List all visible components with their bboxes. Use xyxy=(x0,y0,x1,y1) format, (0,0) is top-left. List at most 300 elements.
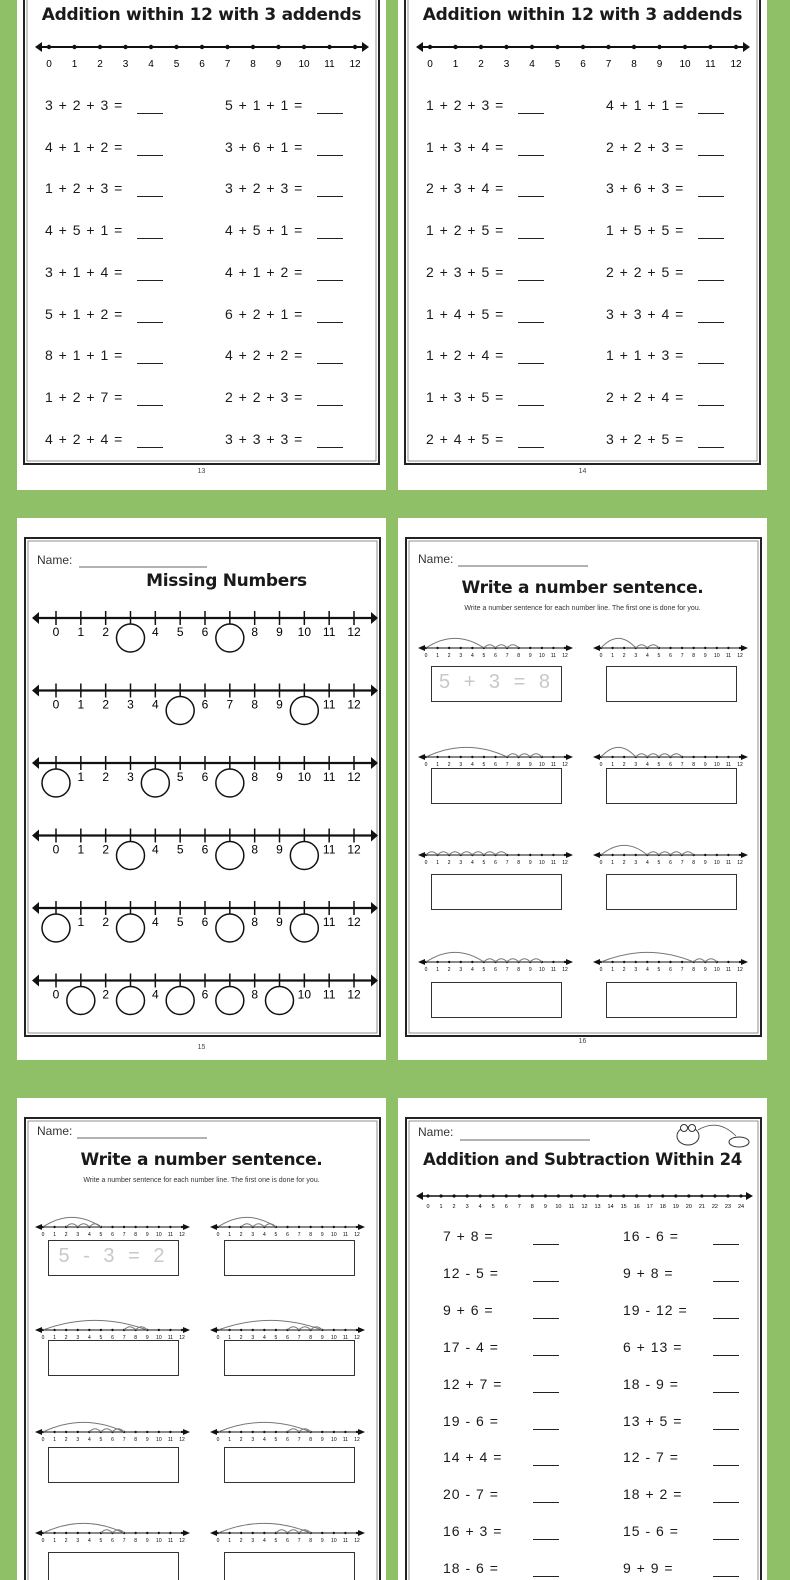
tick-dot xyxy=(713,1194,716,1197)
tick-label: 2 xyxy=(622,653,626,659)
tick-label: 1 xyxy=(228,1538,231,1544)
missing-number-circle[interactable] xyxy=(67,987,95,1015)
jump-arc xyxy=(43,1523,124,1533)
tick-label: 5 xyxy=(554,59,561,70)
tick-label: 10 xyxy=(331,1335,337,1341)
tick-label: 7 xyxy=(680,653,684,659)
equation-text: 15 - 6 = xyxy=(623,1523,679,1540)
tick-dot xyxy=(436,647,438,649)
tick-label: 9 xyxy=(275,59,282,70)
tick-label: 15 xyxy=(620,1204,627,1210)
tick-dot xyxy=(98,45,102,49)
tick-dot xyxy=(158,1329,160,1331)
tick-dot xyxy=(541,854,543,856)
answer-blank[interactable] xyxy=(713,1502,739,1503)
tick-dot xyxy=(704,854,706,856)
tick-dot xyxy=(727,647,729,649)
answer-blank[interactable] xyxy=(713,1355,739,1356)
answer-blank[interactable] xyxy=(518,405,544,406)
arrow-right-icon xyxy=(362,42,369,52)
tick-dot xyxy=(47,45,51,49)
answer-blank[interactable] xyxy=(533,1502,559,1503)
tick-dot xyxy=(739,756,741,758)
answer-box[interactable] xyxy=(606,768,737,804)
answer-blank[interactable] xyxy=(533,1318,559,1319)
tick-label: 12 xyxy=(730,59,742,70)
tick-dot xyxy=(298,1226,300,1228)
tick-dot xyxy=(169,1431,171,1433)
tick-label: 12 xyxy=(347,842,361,857)
answer-blank[interactable] xyxy=(317,155,343,156)
tick-dot xyxy=(583,1194,586,1197)
tick-label: 2 xyxy=(239,1437,243,1443)
answer-blank[interactable] xyxy=(317,363,343,364)
tick-label: 12 xyxy=(737,653,743,659)
tick-dot xyxy=(552,647,554,649)
arrow-left-icon xyxy=(35,42,42,52)
arrow-left-icon xyxy=(35,1327,42,1333)
tick-dot xyxy=(88,1532,90,1534)
tick-label: 1 xyxy=(77,697,85,712)
arrow-left-icon xyxy=(210,1327,217,1333)
tick-label: 9 xyxy=(528,762,532,768)
tick-label: 9 xyxy=(703,967,707,973)
equation-text: 6 + 2 + 1 = xyxy=(225,305,304,322)
tick-dot xyxy=(453,45,457,49)
tick-label: 11 xyxy=(322,697,336,712)
tick-dot xyxy=(344,1532,346,1534)
tick-label: 9 xyxy=(276,697,283,712)
tick-label: 1 xyxy=(436,653,439,659)
tick-dot xyxy=(344,1431,346,1433)
tick-label: 1 xyxy=(53,1538,56,1544)
tick-label: 8 xyxy=(309,1335,313,1341)
tick-label: 0 xyxy=(424,967,428,973)
name-label: Name: xyxy=(418,552,454,566)
answer-blank[interactable] xyxy=(518,113,544,114)
tick-dot xyxy=(504,45,508,49)
answer-blank[interactable] xyxy=(518,280,544,281)
tick-label: 5 xyxy=(482,762,486,768)
answer-box[interactable] xyxy=(224,1240,355,1276)
tick-dot xyxy=(111,1226,113,1228)
equation-text: 3 + 1 + 4 = xyxy=(45,263,124,280)
answer-blank[interactable] xyxy=(533,1576,559,1577)
answer-box[interactable] xyxy=(431,874,562,910)
answer-blank[interactable] xyxy=(713,1244,739,1245)
tick-label: 9 xyxy=(543,1204,547,1210)
answer-blank[interactable] xyxy=(713,1429,739,1430)
tick-label: 9 xyxy=(528,967,532,973)
answer-blank[interactable] xyxy=(698,238,724,239)
tick-dot xyxy=(65,1532,67,1534)
tick-label: 2 xyxy=(64,1335,68,1341)
tick-label: 9 xyxy=(145,1538,149,1544)
answer-blank[interactable] xyxy=(518,363,544,364)
tick-label: 10 xyxy=(714,762,720,768)
tick-label: 1 xyxy=(77,625,85,639)
tick-dot xyxy=(344,1226,346,1228)
jump-arc xyxy=(218,1320,322,1330)
equation-text: 16 + 3 = xyxy=(443,1523,503,1540)
missing-number-circle[interactable] xyxy=(166,697,194,725)
tick-label: 3 xyxy=(465,1204,469,1210)
tick-label: 21 xyxy=(698,1204,705,1210)
answer-blank[interactable] xyxy=(317,322,343,323)
tick-dot xyxy=(426,1194,429,1197)
tick-dot xyxy=(564,961,566,963)
equation-text: 5 + 1 + 1 = xyxy=(225,97,304,113)
tick-dot xyxy=(240,1431,242,1433)
equation-text: 3 + 3 + 4 = xyxy=(606,305,685,322)
answer-blank[interactable] xyxy=(137,113,163,114)
tick-label: 5 xyxy=(274,1335,278,1341)
tick-dot xyxy=(181,1431,183,1433)
tick-label: 1 xyxy=(53,1437,56,1443)
tick-label: 4 xyxy=(148,59,154,70)
tick-label: 12 xyxy=(349,59,361,70)
tick-label: 6 xyxy=(201,915,209,929)
jump-arc xyxy=(601,638,636,648)
tick-dot xyxy=(200,45,204,49)
answer-box[interactable] xyxy=(431,768,562,804)
tick-label: 7 xyxy=(297,1232,301,1238)
tick-dot xyxy=(275,1329,277,1331)
tick-label: 0 xyxy=(41,1335,45,1341)
tick-label: 12 xyxy=(354,1232,360,1238)
tick-dot xyxy=(452,1194,455,1197)
missing-number-circle[interactable] xyxy=(141,769,169,797)
tick-dot xyxy=(531,1194,534,1197)
tick-dot xyxy=(428,45,432,49)
tick-label: 7 xyxy=(122,1538,126,1544)
missing-number-circle[interactable] xyxy=(42,769,70,797)
tick-label: 11 xyxy=(568,1204,575,1210)
answer-blank[interactable] xyxy=(137,155,163,156)
tick-dot xyxy=(169,1329,171,1331)
tick-label: 4 xyxy=(87,1437,91,1443)
worksheet-page-16 xyxy=(398,518,767,1060)
arrow-right-icon xyxy=(183,1530,190,1536)
answer-blank[interactable] xyxy=(698,447,724,448)
answer-blank[interactable] xyxy=(137,363,163,364)
missing-number-circle[interactable] xyxy=(216,842,244,870)
equation-text: 6 + 13 = xyxy=(623,1338,683,1355)
tick-dot xyxy=(251,45,255,49)
tick-dot xyxy=(611,961,613,963)
tick-label: 8 xyxy=(309,1232,313,1238)
tick-dot xyxy=(739,854,741,856)
page-graphics xyxy=(17,0,386,490)
answer-blank[interactable] xyxy=(137,280,163,281)
tick-label: 10 xyxy=(539,653,545,659)
jump-arc xyxy=(601,747,636,757)
arrow-left-icon xyxy=(32,612,39,624)
equation-text: 2 + 3 + 5 = xyxy=(426,263,505,280)
answer-blank[interactable] xyxy=(518,196,544,197)
tick-label: 5 xyxy=(99,1538,103,1544)
answer-blank[interactable] xyxy=(533,1539,559,1540)
tick-dot xyxy=(228,1532,230,1534)
equation-text: 16 - 6 = xyxy=(623,1228,679,1244)
tick-dot xyxy=(471,756,473,758)
arrow-left-icon xyxy=(32,975,39,987)
worksheet-page-18 xyxy=(398,1098,767,1580)
answer-blank[interactable] xyxy=(698,155,724,156)
tick-label: 8 xyxy=(134,1538,138,1544)
worksheet-page-13 xyxy=(17,0,386,490)
tick-label: 1 xyxy=(436,762,439,768)
tick-label: 7 xyxy=(297,1437,301,1443)
tick-label: 9 xyxy=(276,915,283,929)
arrow-right-icon xyxy=(741,959,748,965)
answer-box[interactable] xyxy=(431,982,562,1018)
tick-label: 6 xyxy=(111,1437,114,1443)
answer-blank[interactable] xyxy=(713,1465,739,1466)
tick-label: 2 xyxy=(64,1232,68,1238)
arrow-right-icon xyxy=(183,1224,190,1230)
tick-label: 9 xyxy=(320,1335,324,1341)
answer-box[interactable] xyxy=(606,666,737,702)
tick-label: 5 xyxy=(482,860,486,866)
equation-text: 12 - 7 = xyxy=(623,1449,679,1466)
answer-blank[interactable] xyxy=(698,363,724,364)
tick-dot xyxy=(505,1194,508,1197)
tick-label: 1 xyxy=(228,1335,231,1341)
answer-box[interactable] xyxy=(224,1340,355,1376)
answer-box[interactable] xyxy=(606,982,737,1018)
tick-label: 6 xyxy=(199,59,205,70)
tick-label: 11 xyxy=(342,1538,349,1544)
missing-number-circle[interactable] xyxy=(290,842,318,870)
arrow-left-icon xyxy=(35,1530,42,1536)
tick-label: 8 xyxy=(692,653,696,659)
tick-label: 10 xyxy=(156,1335,162,1341)
tick-label: 18 xyxy=(659,1204,666,1210)
answer-box[interactable] xyxy=(224,1447,355,1483)
tick-dot xyxy=(623,647,625,649)
tick-dot xyxy=(704,647,706,649)
answer-blank[interactable] xyxy=(518,447,544,448)
tick-label: 2 xyxy=(452,1204,456,1210)
tick-dot xyxy=(240,1329,242,1331)
tick-label: 5 xyxy=(176,770,184,784)
answer-blank[interactable] xyxy=(713,1539,739,1540)
tick-label: 6 xyxy=(669,860,672,866)
example-answer: 5 + 3 = 8 xyxy=(439,671,554,693)
arrow-left-icon xyxy=(35,1224,42,1230)
tick-label: 5 xyxy=(173,59,180,70)
answer-blank[interactable] xyxy=(137,405,163,406)
equation-text: 3 + 2 + 3 = xyxy=(225,180,304,197)
answer-box[interactable] xyxy=(48,1340,179,1376)
tick-dot xyxy=(356,1329,358,1331)
answer-blank[interactable] xyxy=(713,1318,739,1319)
arrow-left-icon xyxy=(418,645,425,651)
missing-number-circle[interactable] xyxy=(166,987,194,1015)
tick-dot xyxy=(674,1194,677,1197)
missing-number-circle[interactable] xyxy=(117,987,145,1015)
tick-dot xyxy=(149,45,153,49)
answer-blank[interactable] xyxy=(713,1576,739,1577)
tick-label: 2 xyxy=(447,762,451,768)
tick-dot xyxy=(146,1226,148,1228)
answer-box[interactable] xyxy=(48,1447,179,1483)
tick-label: 10 xyxy=(156,1538,162,1544)
tick-dot xyxy=(611,756,613,758)
tick-label: 8 xyxy=(517,967,521,973)
page-number: 14 xyxy=(578,468,587,475)
tick-label: 11 xyxy=(322,770,336,784)
tick-label: 0 xyxy=(426,1204,430,1210)
tick-dot xyxy=(570,1194,573,1197)
tick-dot xyxy=(727,756,729,758)
jump-arc xyxy=(426,638,484,648)
answer-blank[interactable] xyxy=(698,196,724,197)
tick-label: 8 xyxy=(134,1335,138,1341)
answer-blank[interactable] xyxy=(533,1429,559,1430)
equation-text: 3 + 6 + 1 = xyxy=(225,138,304,155)
tick-label: 0 xyxy=(599,653,603,659)
tick-label: 11 xyxy=(725,860,732,866)
missing-number-circle[interactable] xyxy=(290,697,318,725)
answer-blank[interactable] xyxy=(518,155,544,156)
equation-text: 3 + 2 + 5 = xyxy=(606,430,685,447)
missing-number-circle[interactable] xyxy=(216,914,244,942)
tick-label: 8 xyxy=(309,1538,313,1544)
tick-dot xyxy=(606,45,610,49)
answer-box[interactable] xyxy=(48,1552,179,1580)
tick-label: 11 xyxy=(322,915,336,929)
answer-blank[interactable] xyxy=(317,238,343,239)
tick-label: 9 xyxy=(276,770,283,784)
missing-number-circle[interactable] xyxy=(117,842,145,870)
answer-blank[interactable] xyxy=(698,405,724,406)
arrow-left-icon xyxy=(416,42,423,52)
jump-arc xyxy=(218,1422,311,1432)
tick-label: 11 xyxy=(342,1232,349,1238)
answer-blank[interactable] xyxy=(137,322,163,323)
equation-text: 3 + 3 + 3 = xyxy=(225,430,304,447)
tick-label: 5 xyxy=(657,967,661,973)
tick-label: 14 xyxy=(607,1204,614,1210)
answer-blank[interactable] xyxy=(533,1244,559,1245)
answer-blank[interactable] xyxy=(698,322,724,323)
tick-label: 9 xyxy=(528,860,532,866)
tick-label: 2 xyxy=(102,842,110,857)
tick-label: 11 xyxy=(550,967,557,973)
arrow-right-icon xyxy=(566,645,573,651)
tick-label: 0 xyxy=(52,842,60,857)
equation-text: 2 + 4 + 5 = xyxy=(426,430,505,447)
tick-label: 1 xyxy=(611,762,614,768)
tick-label: 5 xyxy=(274,1232,278,1238)
tick-label: 8 xyxy=(251,625,259,639)
answer-blank[interactable] xyxy=(698,113,724,114)
answer-blank[interactable] xyxy=(317,196,343,197)
tick-label: 5 xyxy=(491,1204,495,1210)
tick-dot xyxy=(53,1226,55,1228)
tick-dot xyxy=(333,1329,335,1331)
answer-box[interactable] xyxy=(431,666,562,702)
tick-dot xyxy=(611,647,613,649)
missing-number-circle[interactable] xyxy=(216,624,244,652)
answer-blank[interactable] xyxy=(533,1465,559,1466)
tick-label: 0 xyxy=(424,860,428,866)
tick-label: 6 xyxy=(111,1232,114,1238)
tick-dot xyxy=(544,1194,547,1197)
answer-box[interactable] xyxy=(224,1552,355,1580)
tick-label: 7 xyxy=(297,1335,301,1341)
answer-blank[interactable] xyxy=(713,1392,739,1393)
tick-label: 5 xyxy=(274,1538,278,1544)
tick-label: 12 xyxy=(562,762,568,768)
answer-blank[interactable] xyxy=(518,322,544,323)
answer-box[interactable] xyxy=(48,1240,179,1276)
tick-dot xyxy=(169,1226,171,1228)
missing-number-circle[interactable] xyxy=(266,987,294,1015)
tick-label: 4 xyxy=(262,1538,266,1544)
equation-text: 17 - 4 = xyxy=(443,1338,499,1355)
tick-label: 7 xyxy=(226,697,234,712)
tick-label: 1 xyxy=(611,653,614,659)
answer-blank[interactable] xyxy=(713,1281,739,1282)
answer-blank[interactable] xyxy=(317,113,343,114)
tick-label: 6 xyxy=(504,1204,508,1210)
tick-label: 3 xyxy=(127,697,134,712)
tick-label: 3 xyxy=(634,762,638,768)
tick-dot xyxy=(448,961,450,963)
equation-text: 4 + 1 + 2 = xyxy=(45,138,124,155)
tick-dot xyxy=(327,45,331,49)
tick-dot xyxy=(77,1329,79,1331)
answer-blank[interactable] xyxy=(533,1355,559,1356)
tick-label: 2 xyxy=(239,1335,243,1341)
missing-number-circle[interactable] xyxy=(290,914,318,942)
answer-blank[interactable] xyxy=(518,238,544,239)
missing-number-circle[interactable] xyxy=(216,987,244,1015)
tick-label: 0 xyxy=(216,1335,220,1341)
answer-blank[interactable] xyxy=(137,238,163,239)
answer-blank[interactable] xyxy=(137,447,163,448)
tick-label: 12 xyxy=(354,1538,360,1544)
tick-label: 4 xyxy=(470,967,474,973)
answer-blank[interactable] xyxy=(317,447,343,448)
answer-blank[interactable] xyxy=(317,405,343,406)
tick-label: 3 xyxy=(459,860,463,866)
tick-label: 8 xyxy=(309,1437,313,1443)
missing-number-circle[interactable] xyxy=(216,769,244,797)
equation-text: 4 + 5 + 1 = xyxy=(225,222,304,239)
missing-number-circle[interactable] xyxy=(117,914,145,942)
answer-blank[interactable] xyxy=(317,280,343,281)
jump-arc xyxy=(43,1320,147,1330)
answer-blank[interactable] xyxy=(533,1392,559,1393)
jump-arc xyxy=(426,952,484,962)
tick-label: 8 xyxy=(134,1437,138,1443)
answer-box[interactable] xyxy=(606,874,737,910)
arrow-right-icon xyxy=(358,1429,365,1435)
tick-label: 10 xyxy=(539,967,545,973)
answer-blank[interactable] xyxy=(533,1281,559,1282)
missing-number-circle[interactable] xyxy=(117,624,145,652)
answer-blank[interactable] xyxy=(137,196,163,197)
tick-label: 6 xyxy=(580,59,586,70)
missing-number-circle[interactable] xyxy=(42,914,70,942)
answer-blank[interactable] xyxy=(698,280,724,281)
tick-label: 9 xyxy=(703,653,707,659)
tick-label: 5 xyxy=(657,860,661,866)
